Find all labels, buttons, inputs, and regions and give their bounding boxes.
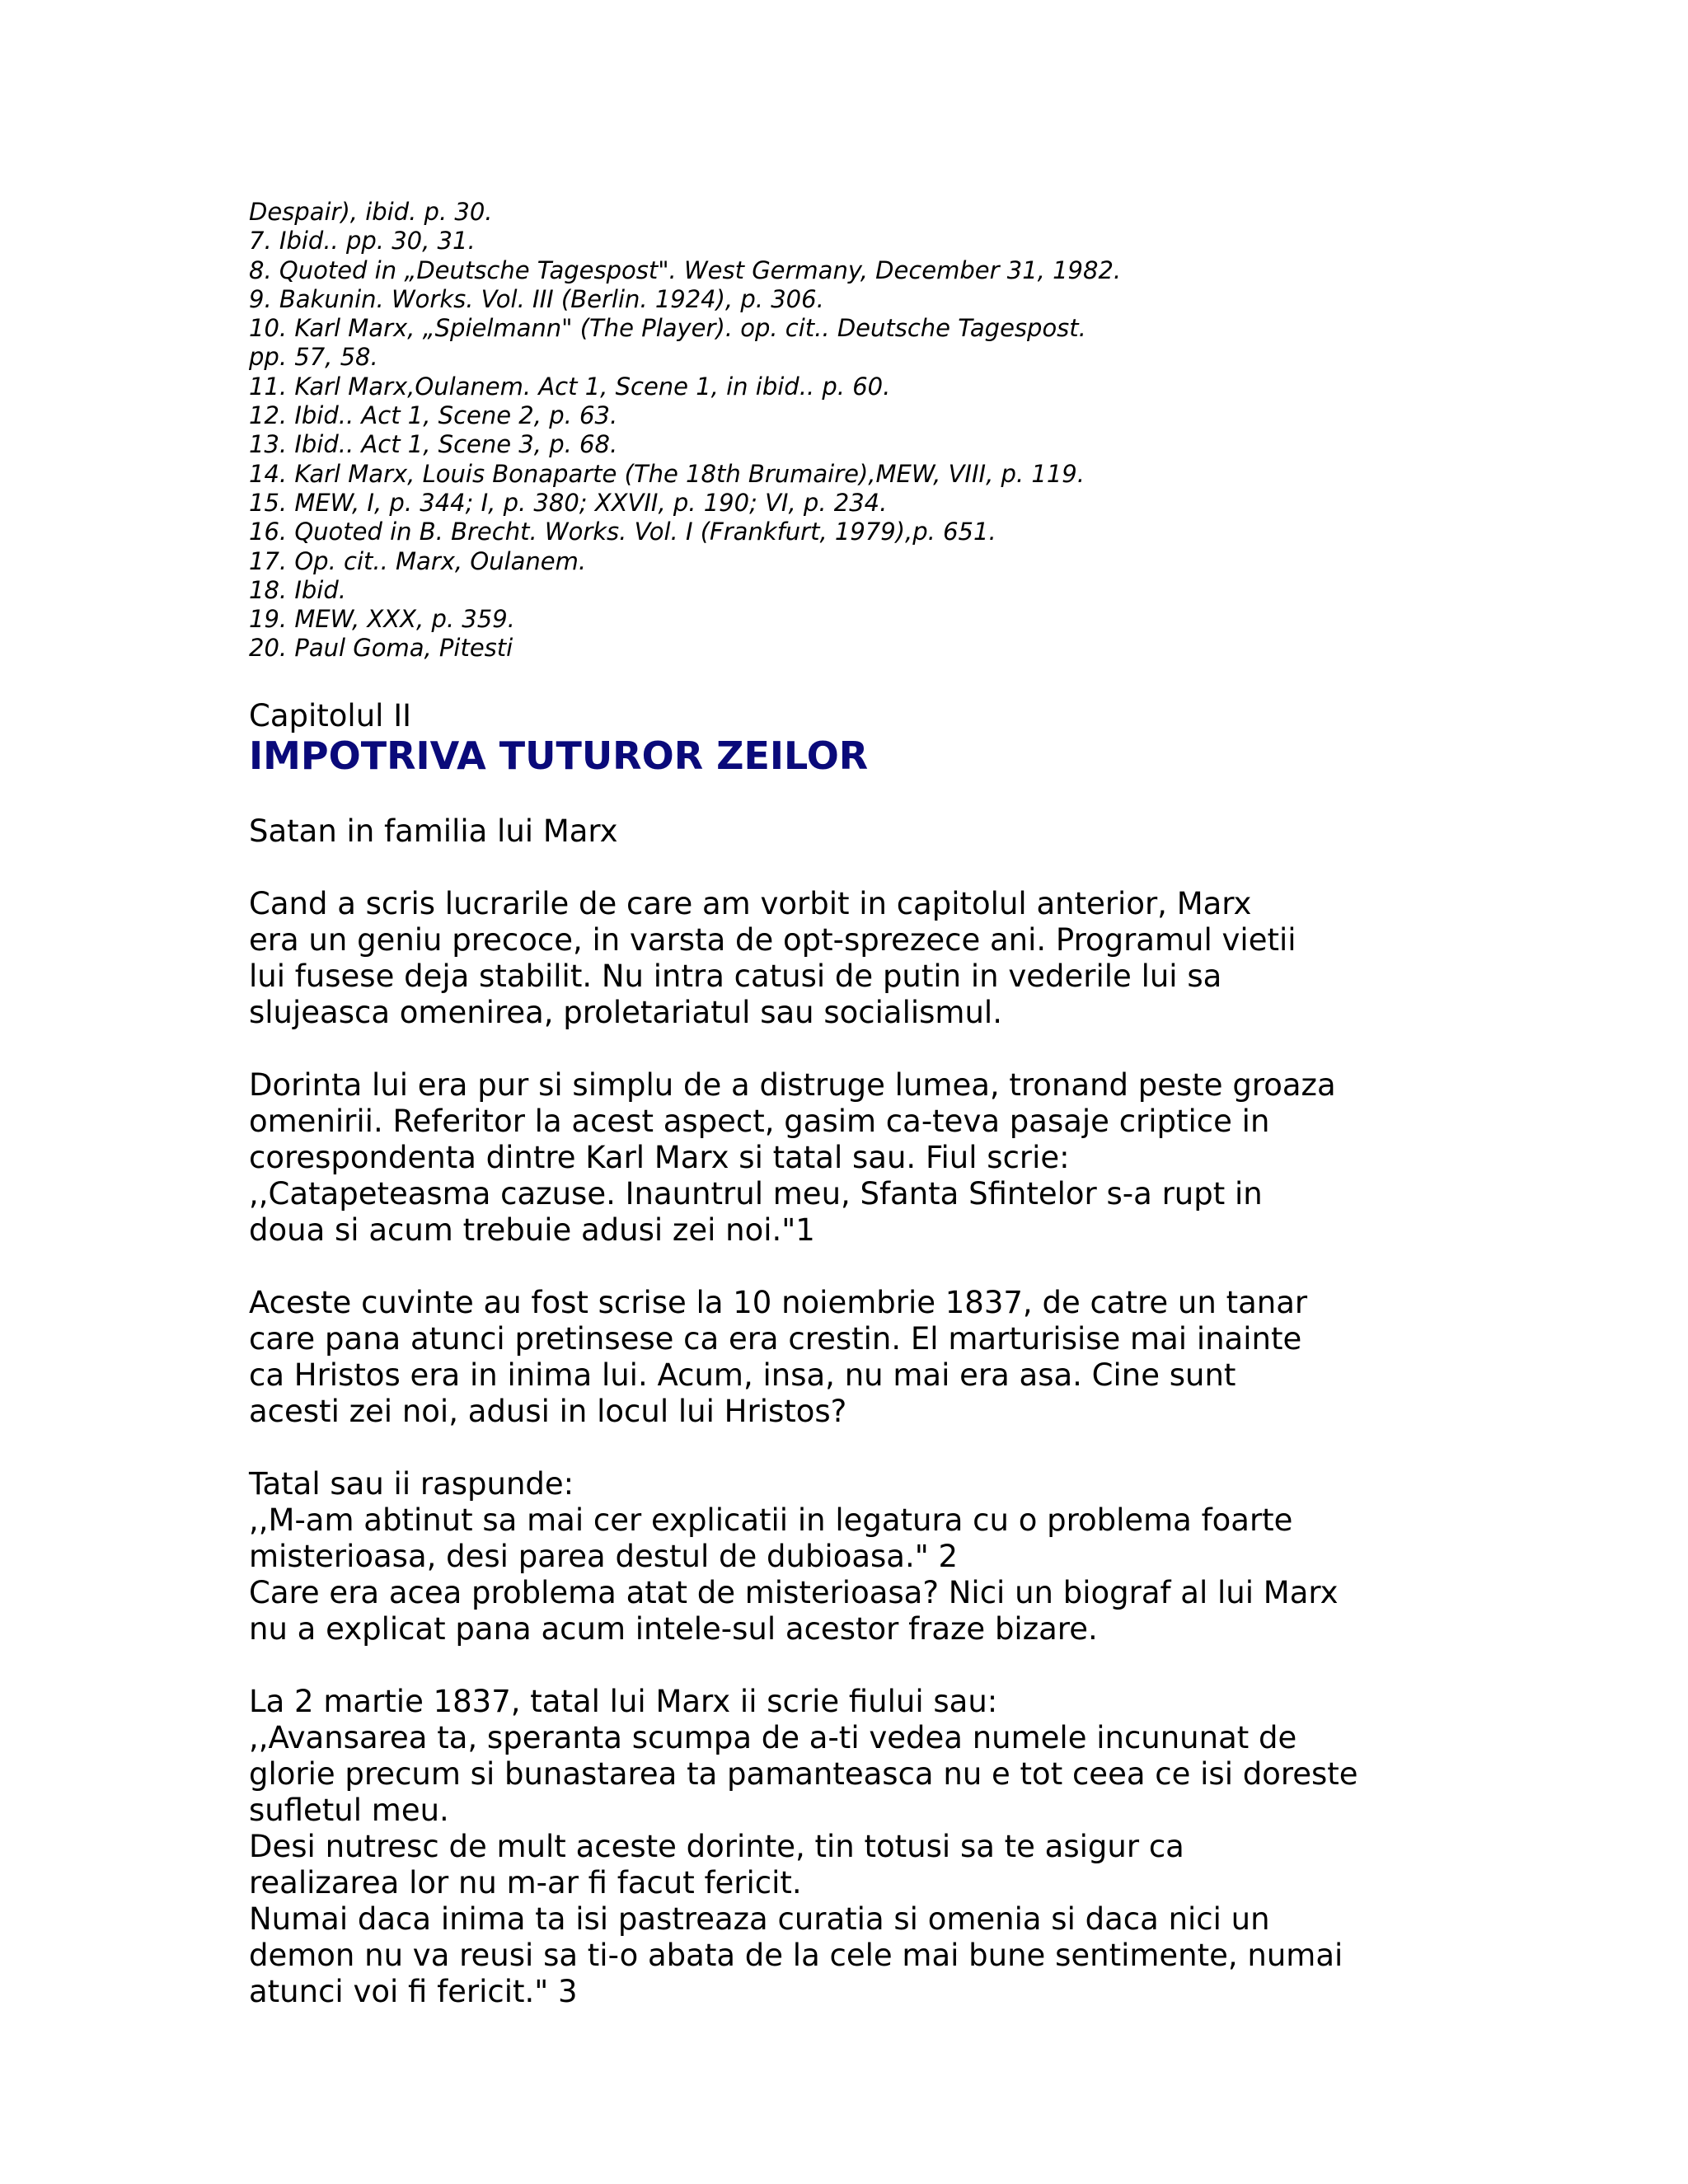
text-line: Tatal sau ii raspunde: [249, 1465, 574, 1502]
footnote: 18. Ibid. [249, 575, 346, 604]
section-title: Satan in familia lui Marx [249, 813, 618, 849]
text-line: Care era acea problema atat de misterioasa? Nici un biograf al lui Marx [249, 1574, 1339, 1610]
text-line: realizarea lor nu m-ar fi facut fericit. [249, 1864, 802, 1900]
text-line: ,,Catapeteasma cazuse. Inauntrul meu, Sfanta Sfintelor s-a rupt in [249, 1175, 1263, 1212]
footnote: 15. MEW, I, p. 344; I, p. 380; XXVII, p. 190; VI, p. 234. [249, 488, 888, 517]
footnote: 10. Karl Marx, „Spielmann" (The Player). op. cit.. Deutsche Tagespost. [249, 314, 1086, 343]
text-line: glorie precum si bunastarea ta pamanteasca nu e tot ceea ce isi doreste [249, 1755, 1358, 1792]
text-line: misterioasa, desi parea destul de dubioasa." 2 [249, 1538, 959, 1574]
text-line: Desi nutresc de mult aceste dorinte, tin totusi sa te asigur ca [249, 1828, 1184, 1864]
text-line: Dorinta lui era pur si simplu de a distruge lumea, tronand peste groaza [249, 1066, 1336, 1103]
footnote: 19. MEW, XXX, p. 359. [249, 605, 515, 634]
paragraph [249, 1067, 1485, 1249]
footnote: 20. Paul Goma, Pitesti [249, 634, 513, 663]
text-line: ,,M-am abtinut sa mai cer explicatii in legatura cu o problema foarte [249, 1502, 1293, 1538]
document-page [249, 198, 1485, 2010]
text-line: La 2 martie 1837, tatal lui Marx ii scrie fiului sau: [249, 1683, 998, 1719]
footnote: 14. Karl Marx, Louis Bonaparte (The 18th Brumaire),MEW, VIII, p. 119. [249, 459, 1085, 488]
text-line: demon nu va reusi sa ti-o abata de la cele mai bune sentimente, numai [249, 1937, 1343, 1973]
text-line: omenirii. Referitor la acest aspect, gasim ca-teva pasaje criptice in [249, 1103, 1270, 1139]
footnotes-list [249, 198, 1485, 663]
footnote: 16. Quoted in B. Brecht. Works. Vol. I (Frankfurt, 1979),p. 651. [249, 518, 996, 546]
text-line: Aceste cuvinte au fost scrise la 10 noiembrie 1837, de catre un tanar [249, 1284, 1308, 1320]
text-line: Cand a scris lucrarile de care am vorbit in capitolul anterior, Marx [249, 885, 1252, 921]
text-line: slujeasca omenirea, proletariatul sau socialismul. [249, 994, 1002, 1030]
text-line: doua si acum trebuie adusi zei noi."1 [249, 1212, 815, 1248]
text-line: acesti zei noi, adusi in locul lui Hristos? [249, 1393, 847, 1429]
footnote: pp. 57, 58. [249, 343, 378, 372]
text-line: era un geniu precoce, in varsta de opt-sprezece ani. Programul vietii [249, 921, 1296, 958]
paragraph [249, 1285, 1485, 1430]
footnote: 13. Ibid.. Act 1, Scene 3, p. 68. [249, 430, 618, 459]
text-line: sufletul meu. [249, 1792, 449, 1828]
paragraph [249, 1466, 1485, 1647]
body-text [249, 886, 1485, 2010]
chapter-label: Capitolul II [249, 697, 412, 733]
text-line: atunci voi fi fericit." 3 [249, 1973, 578, 2009]
text-line: Numai daca inima ta isi pastreaza curatia si omenia si daca nici un [249, 1900, 1270, 1937]
chapter-title: IMPOTRIVA TUTUROR ZEILOR [249, 733, 869, 778]
footnote: 7. Ibid.. pp. 30, 31. [249, 227, 476, 255]
footnote: 9. Bakunin. Works. Vol. III (Berlin. 1924), p. 306. [249, 284, 824, 313]
paragraph [249, 1684, 1485, 2010]
footnote: 12. Ibid.. Act 1, Scene 2, p. 63. [249, 401, 618, 430]
footnote: Despair), ibid. p. 30. [249, 198, 493, 226]
footnote: 11. Karl Marx,Oulanem. Act 1, Scene 1, in ibid.. p. 60. [249, 372, 891, 401]
text-line: nu a explicat pana acum intele-sul acestor fraze bizare. [249, 1610, 1098, 1647]
text-line: care pana atunci pretinsese ca era crestin. El marturisise mai inainte [249, 1320, 1302, 1357]
text-line: ca Hristos era in inima lui. Acum, insa, nu mai era asa. Cine sunt [249, 1357, 1236, 1393]
text-line: corespondenta dintre Karl Marx si tatal sau. Fiul scrie: [249, 1139, 1070, 1175]
paragraph [249, 886, 1485, 1031]
text-line: ,,Avansarea ta, speranta scumpa de a-ti vedea numele incununat de [249, 1719, 1297, 1755]
text-line: lui fusese deja stabilit. Nu intra catusi de putin in vederile lui sa [249, 958, 1222, 994]
footnote: 8. Quoted in „Deutsche Tagespost". West Germany, December 31, 1982. [249, 255, 1122, 284]
footnote: 17. Op. cit.. Marx, Oulanem. [249, 546, 587, 575]
